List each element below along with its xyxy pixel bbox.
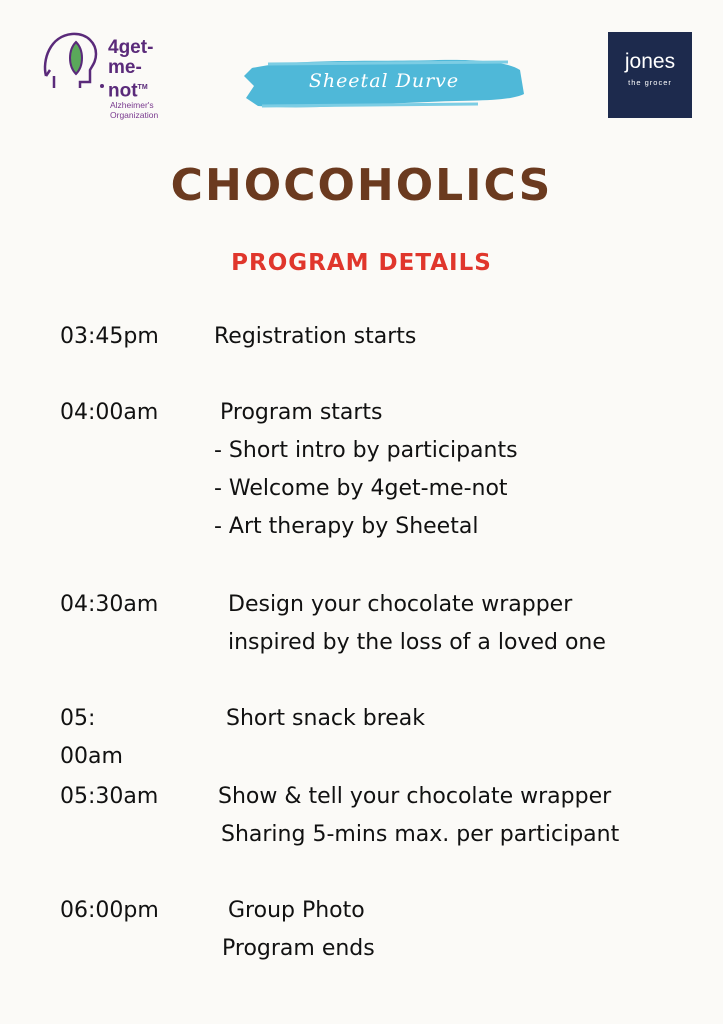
event-title: CHOCOHOLICS <box>170 160 553 211</box>
schedule-line: Program ends <box>222 936 375 961</box>
jones-the-grocer-logo <box>608 32 692 118</box>
fourget-brand-line-3: not <box>108 80 138 102</box>
head-leaf-icon <box>40 30 110 100</box>
schedule-time: 05: 00am <box>60 706 123 769</box>
schedule-line: Design your chocolate wrapper <box>228 592 573 617</box>
schedule-line: inspired by the loss of a loved one <box>228 630 606 655</box>
fourget-org-line-1: Alzheimer's <box>110 100 154 110</box>
schedule-time: 04:30am <box>60 592 159 617</box>
schedule-time: 06:00pm <box>60 898 159 923</box>
jones-tagline: the grocer <box>628 78 672 87</box>
schedule-line: - Short intro by participants <box>214 438 518 463</box>
schedule-time: 05:30am <box>60 784 159 809</box>
schedule-line: Sharing 5-mins max. per participant <box>221 822 620 847</box>
schedule-line: Registration starts <box>214 324 417 349</box>
sheetal-durve-logo <box>238 40 530 126</box>
fourget-org-line-2: Organization <box>110 110 159 120</box>
trademark-mark: TM <box>137 84 148 91</box>
schedule-line: - Welcome by 4get-me-not <box>214 476 508 501</box>
schedule-time: 04:00am <box>60 400 159 425</box>
fourget-me-not-logo <box>40 30 180 130</box>
fourget-brand-line-1: 4get- <box>108 37 154 58</box>
section-heading: PROGRAM DETAILS <box>231 250 492 276</box>
schedule-line: Group Photo <box>228 898 365 923</box>
schedule-line: Show & tell your chocolate wrapper <box>218 784 612 809</box>
jones-wordmark: jones <box>624 50 676 73</box>
fourget-brand-line-2: me- <box>108 57 142 78</box>
sheetal-name: Sheetal Durve <box>308 70 460 92</box>
schedule-time: 03:45pm <box>60 324 159 349</box>
schedule-line: Short snack break <box>226 706 426 731</box>
schedule-line: - Art therapy by Sheetal <box>214 514 479 539</box>
schedule-line: Program starts <box>220 400 383 425</box>
